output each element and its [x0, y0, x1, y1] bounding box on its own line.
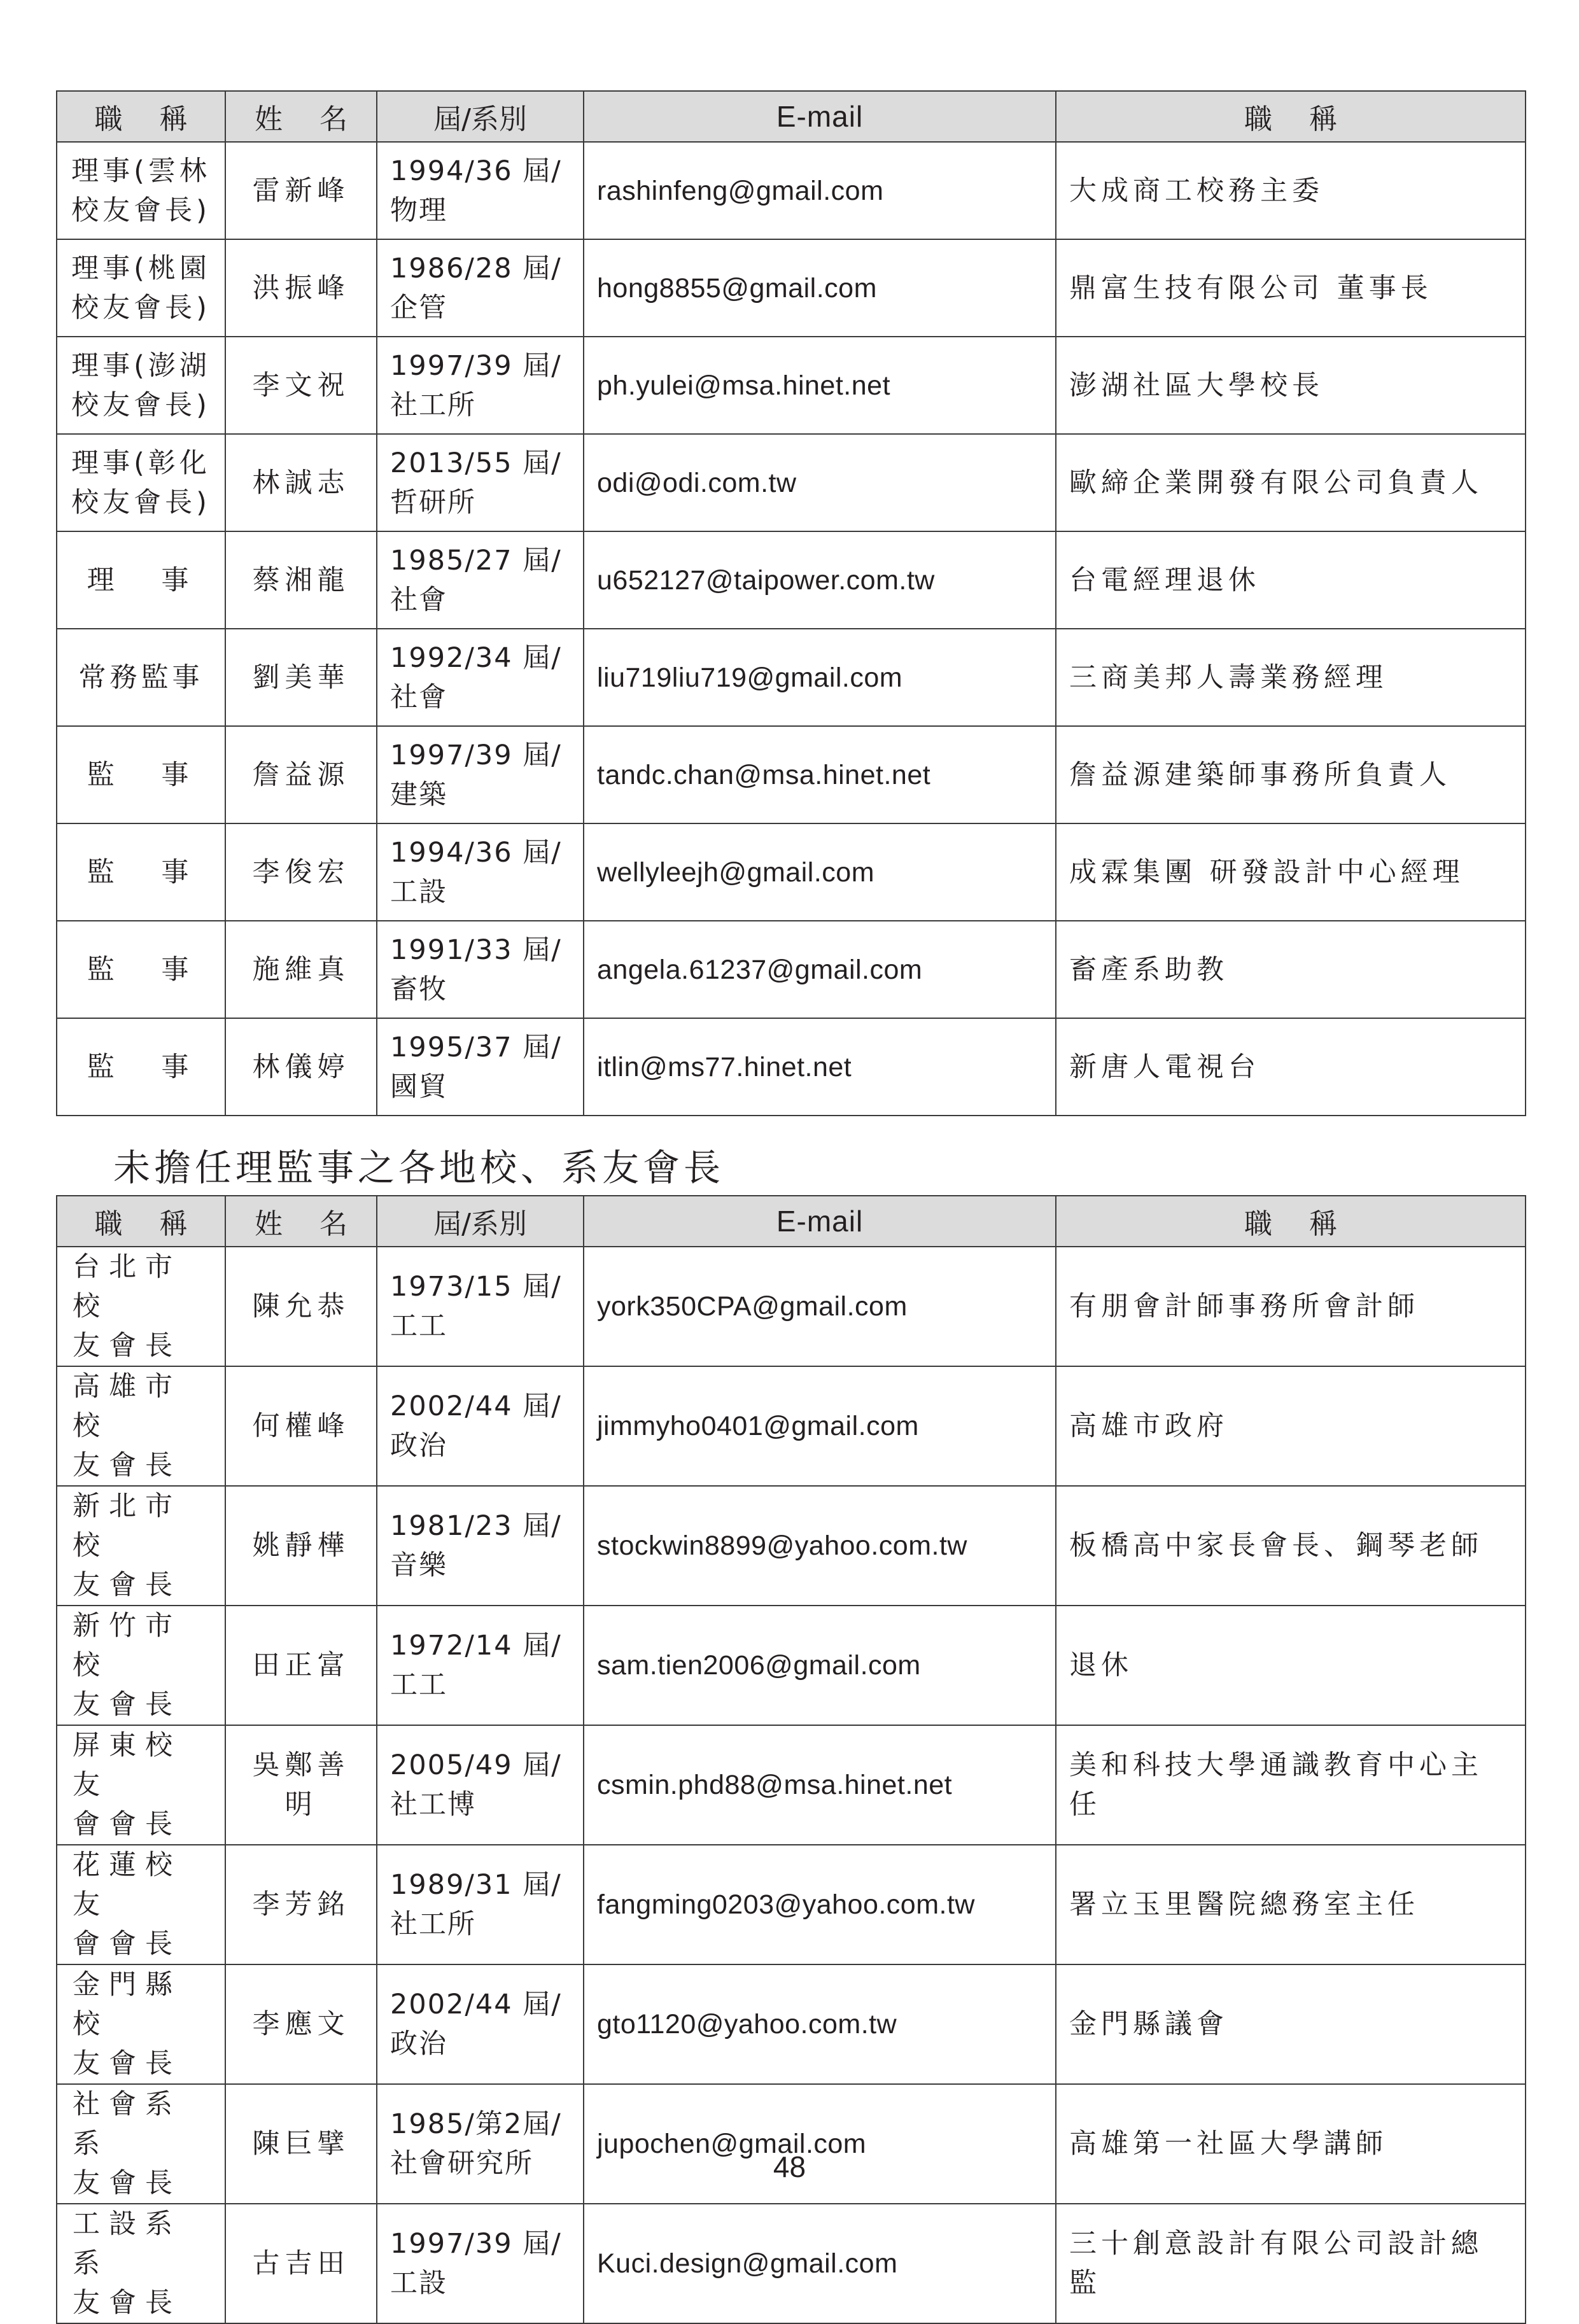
title-cell: 監 事 [57, 1018, 225, 1116]
year-dept-cell: 1997/39 屆/ 工設 [377, 2204, 584, 2323]
year-dept-cell: 1989/31 屆/ 社工所 [377, 1845, 584, 1964]
year-dept-cell: 1992/34 屆/ 社會 [377, 629, 584, 726]
table-row [57, 239, 1526, 337]
table-row [57, 531, 1526, 629]
name-cell: 田正富 [225, 1606, 377, 1725]
position-cell: 退休 [1056, 1606, 1526, 1725]
name-cell: 陳巨擘 [225, 2084, 377, 2204]
table-header-row [57, 1196, 1526, 1247]
table-header-row [57, 91, 1526, 142]
year-dept-cell: 2005/49 屆/ 社工博 [377, 1725, 584, 1845]
table-row [57, 1725, 1526, 1845]
name-cell: 林儀婷 [225, 1018, 377, 1116]
name-cell: 古吉田 [225, 2204, 377, 2323]
email-cell: ph.yulei@msa.hinet.net [584, 337, 1056, 434]
table-row [57, 2084, 1526, 2204]
title-cell: 理事(澎湖 校友會長) [57, 337, 225, 434]
table-row [57, 823, 1526, 921]
year-dept-cell: 2013/55 屆/ 哲研所 [377, 434, 584, 531]
position-cell: 三商美邦人壽業務經理 [1056, 629, 1526, 726]
name-cell: 詹益源 [225, 726, 377, 823]
year-dept-cell: 1972/14 屆/ 工工 [377, 1606, 584, 1725]
table-row [57, 726, 1526, 823]
table-row [57, 629, 1526, 726]
title-cell: 理事(桃園 校友會長) [57, 239, 225, 337]
name-cell: 何權峰 [225, 1366, 377, 1486]
position-cell: 成霖集團 研發設計中心經理 [1056, 823, 1526, 921]
email-cell: york350CPA@gmail.com [584, 1247, 1056, 1366]
year-dept-cell: 1994/36 屆/ 物理 [377, 142, 584, 239]
section-title: 未擔任理監事之各地校、系友會長 [113, 1146, 725, 1189]
position-cell: 板橋高中家長會長、鋼琴老師 [1056, 1486, 1526, 1606]
name-cell: 李芳銘 [225, 1845, 377, 1964]
header-year-dept: 屆/系別 [377, 91, 584, 142]
title-cell: 監 事 [57, 823, 225, 921]
position-cell: 澎湖社區大學校長 [1056, 337, 1526, 434]
name-cell: 李應文 [225, 1964, 377, 2084]
page-number: 48 [773, 2150, 806, 2183]
name-cell: 蔡湘龍 [225, 531, 377, 629]
title-cell: 新北市校 友會長 [57, 1486, 225, 1606]
title-cell: 理 事 [57, 531, 225, 629]
year-dept-cell: 2002/44 屆/ 政治 [377, 1964, 584, 2084]
table-row [57, 1606, 1526, 1725]
year-dept-cell: 1997/39 屆/ 建築 [377, 726, 584, 823]
name-cell: 洪振峰 [225, 239, 377, 337]
position-cell: 高雄第一社區大學講師 [1056, 2084, 1526, 2204]
email-cell: angela.61237@gmail.com [584, 921, 1056, 1018]
position-cell: 美和科技大學通識教育中心主任 [1056, 1725, 1526, 1845]
position-cell: 鼎富生技有限公司 董事長 [1056, 239, 1526, 337]
position-cell: 三十創意設計有限公司設計總監 [1056, 2204, 1526, 2323]
year-dept-cell: 1981/23 屆/ 音樂 [377, 1486, 584, 1606]
email-cell: stockwin8899@yahoo.com.tw [584, 1486, 1056, 1606]
email-cell: tandc.chan@msa.hinet.net [584, 726, 1056, 823]
name-cell: 施維真 [225, 921, 377, 1018]
name-cell: 林誠志 [225, 434, 377, 531]
position-cell: 詹益源建築師事務所負責人 [1056, 726, 1526, 823]
position-cell: 有朋會計師事務所會計師 [1056, 1247, 1526, 1366]
title-cell: 高雄市校 友會長 [57, 1366, 225, 1486]
title-cell: 監 事 [57, 726, 225, 823]
board-members-table [56, 90, 1526, 1116]
table-row [57, 1366, 1526, 1486]
year-dept-cell: 1985/27 屆/ 社會 [377, 531, 584, 629]
table-row [57, 142, 1526, 239]
position-cell: 署立玉里醫院總務室主任 [1056, 1845, 1526, 1964]
position-cell: 畜產系助教 [1056, 921, 1526, 1018]
name-cell: 陳允恭 [225, 1247, 377, 1366]
header-title: 職 稱 [57, 91, 225, 142]
title-cell: 屏東校友 會會長 [57, 1725, 225, 1845]
position-cell: 高雄市政府 [1056, 1366, 1526, 1486]
name-cell: 李俊宏 [225, 823, 377, 921]
header-position: 職 稱 [1056, 91, 1526, 142]
table-row [57, 1018, 1526, 1116]
title-cell: 台北市校 友會長 [57, 1247, 225, 1366]
table-row [57, 1247, 1526, 1366]
title-cell: 工設系系 友會長 [57, 2204, 225, 2323]
board-members-body [57, 142, 1526, 1116]
table-row [57, 434, 1526, 531]
year-dept-cell: 1991/33 屆/ 畜牧 [377, 921, 584, 1018]
year-dept-cell: 1973/15 屆/ 工工 [377, 1247, 584, 1366]
table-row [57, 337, 1526, 434]
email-cell: jupochen@gmail.com [584, 2084, 1056, 2204]
email-cell: csmin.phd88@msa.hinet.net [584, 1725, 1056, 1845]
email-cell: rashinfeng@gmail.com [584, 142, 1056, 239]
email-cell: wellyleejh@gmail.com [584, 823, 1056, 921]
year-dept-cell: 1986/28 屆/ 企管 [377, 239, 584, 337]
year-dept-cell: 2002/44 屆/ 政治 [377, 1366, 584, 1486]
header-name: 姓 名 [225, 91, 377, 142]
table-row [57, 2204, 1526, 2323]
email-cell: sam.tien2006@gmail.com [584, 1606, 1056, 1725]
email-cell: hong8855@gmail.com [584, 239, 1056, 337]
header-name: 姓 名 [225, 1196, 377, 1247]
year-dept-cell: 1997/39 屆/ 社工所 [377, 337, 584, 434]
title-cell: 金門縣校 友會長 [57, 1964, 225, 2084]
email-cell: liu719liu719@gmail.com [584, 629, 1056, 726]
title-cell: 新竹市校 友會長 [57, 1606, 225, 1725]
email-cell: u652127@taipower.com.tw [584, 531, 1056, 629]
header-year-dept: 屆/系別 [377, 1196, 584, 1247]
position-cell: 歐締企業開發有限公司負責人 [1056, 434, 1526, 531]
header-email: E-mail [584, 1196, 1056, 1247]
title-cell: 花蓮校友 會會長 [57, 1845, 225, 1964]
email-cell: Kuci.design@gmail.com [584, 2204, 1056, 2323]
position-cell: 台電經理退休 [1056, 531, 1526, 629]
position-cell: 金門縣議會 [1056, 1964, 1526, 2084]
name-cell: 李文祝 [225, 337, 377, 434]
title-cell: 理事(雲林 校友會長) [57, 142, 225, 239]
title-cell: 監 事 [57, 921, 225, 1018]
table-row [57, 1964, 1526, 2084]
email-cell: jimmyho0401@gmail.com [584, 1366, 1056, 1486]
name-cell: 劉美華 [225, 629, 377, 726]
table-row [57, 1486, 1526, 1606]
table-row [57, 921, 1526, 1018]
year-dept-cell: 1995/37 屆/ 國貿 [377, 1018, 584, 1116]
header-title: 職 稱 [57, 1196, 225, 1247]
year-dept-cell: 1985/第2屆/ 社會研究所 [377, 2084, 584, 2204]
year-dept-cell: 1994/36 屆/ 工設 [377, 823, 584, 921]
title-cell: 理事(彰化 校友會長) [57, 434, 225, 531]
name-cell: 姚靜樺 [225, 1486, 377, 1606]
title-cell: 社會系系 友會長 [57, 2084, 225, 2204]
email-cell: fangming0203@yahoo.com.tw [584, 1845, 1056, 1964]
header-position: 職 稱 [1056, 1196, 1526, 1247]
position-cell: 新唐人電視台 [1056, 1018, 1526, 1116]
position-cell: 大成商工校務主委 [1056, 142, 1526, 239]
email-cell: gto1120@yahoo.com.tw [584, 1964, 1056, 2084]
table-row [57, 1845, 1526, 1964]
email-cell: itlin@ms77.hinet.net [584, 1018, 1056, 1116]
name-cell: 雷新峰 [225, 142, 377, 239]
title-cell: 常務監事 [57, 629, 225, 726]
email-cell: odi@odi.com.tw [584, 434, 1056, 531]
name-cell: 吳鄭善明 [225, 1725, 377, 1845]
header-email: E-mail [584, 91, 1056, 142]
